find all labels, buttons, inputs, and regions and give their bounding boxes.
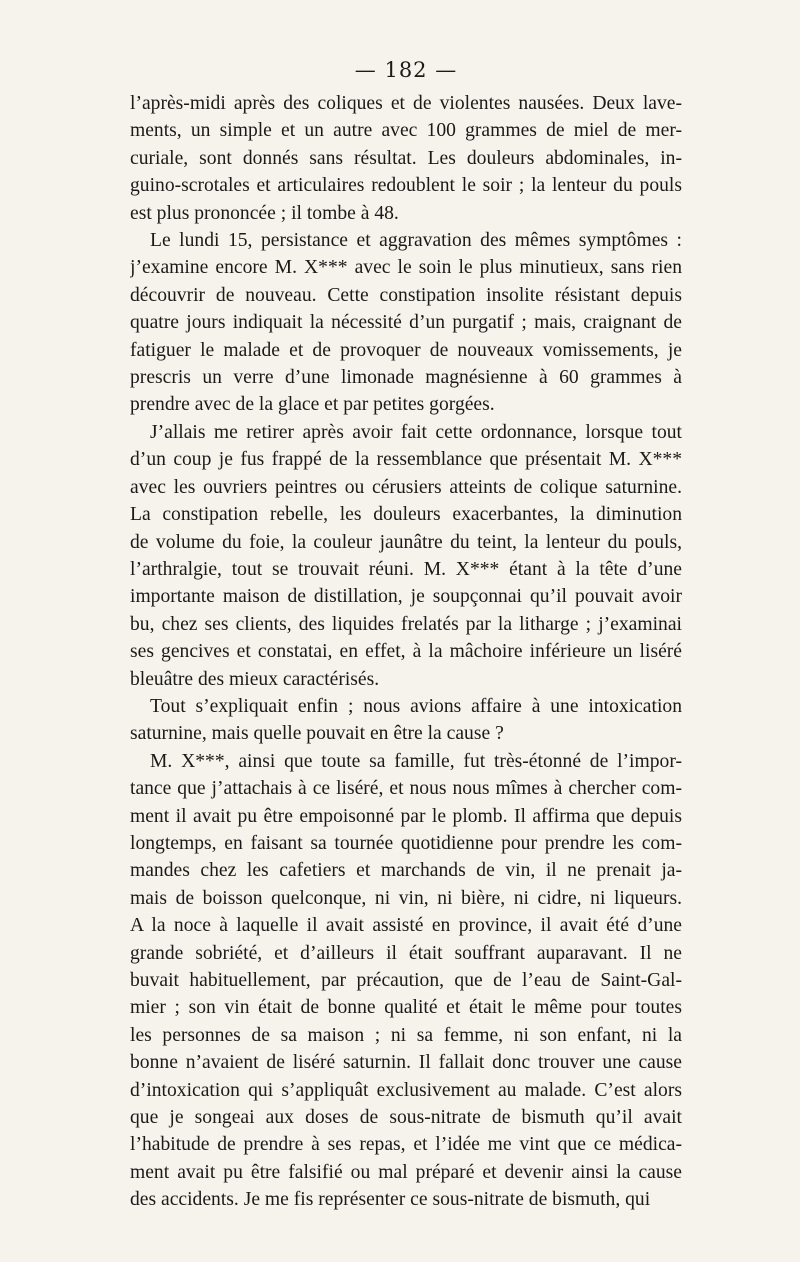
text-line: l’après-midi après des coliques et de violentes nausées. Deux lave-: [130, 93, 682, 114]
text-line: mandes chez les cafetiers et marchands de vin, il ne prenait ja-: [130, 860, 682, 882]
text-line: mier ; son vin était de bonne qualité et était le même pour toutes: [130, 997, 682, 1019]
text-line: avec les ouvriers peintres ou cérusiers atteints de colique saturnine.: [130, 476, 682, 498]
text-line: mais de boisson quelconque, ni vin, ni bière, ni cidre, ni liqueurs.: [130, 887, 682, 909]
body-text: [130, 90, 682, 1214]
text-line: est plus prononcée ; il tombe à 48.: [130, 202, 399, 224]
paragraph: [130, 748, 682, 1214]
text-line: j’examine encore M. X*** avec le soin le plus minutieux, sans rien: [130, 257, 682, 279]
text-line: J’allais me retirer après avoir fait cette ordonnance, lorsque tout: [150, 421, 682, 443]
text-line: bleuâtre des mieux caractérisés.: [130, 668, 380, 690]
text-line: les personnes de sa maison ; ni sa femme, ni son enfant, ni la: [130, 1024, 682, 1046]
text-line: tance que j’attachais à ce liséré, et nous nous mîmes à chercher com-: [130, 778, 682, 800]
paragraph: [130, 227, 682, 419]
text-line: d’un coup je fus frappé de la ressemblance que présentait M. X***: [130, 449, 682, 471]
text-line: de volume du foie, la couleur jaunâtre du teint, la lenteur du pouls,: [130, 531, 682, 553]
text-line: que je songeai aux doses de sous-nitrate de bismuth qu’il avait: [130, 1107, 682, 1129]
paragraph: [130, 419, 682, 693]
text-line: l’habitude de prendre à ses repas, et l’idée me vint que ce médica-: [130, 1134, 682, 1156]
text-line: longtemps, en faisant sa tournée quotidienne pour prendre les com-: [130, 832, 682, 854]
text-line: d’intoxication qui s’appliquât exclusivement au malade. C’est alors: [130, 1079, 682, 1101]
text-line: ments, un simple et un autre avec 100 grammes de miel de mer-: [130, 120, 682, 142]
text-line: La constipation rebelle, les douleurs exacerbantes, la diminution: [130, 504, 682, 526]
text-line: découvrir de nouveau. Cette constipation insolite résistant depuis: [130, 284, 682, 306]
book-page: [130, 56, 682, 1214]
text-line: l’arthralgie, tout se trouvait réuni. M. X*** étant à la tête d’une: [130, 558, 682, 580]
text-line: ment avait pu être falsifié ou mal préparé et devenir ainsi la cause: [130, 1161, 682, 1183]
text-line: bu, chez ses clients, des liquides frelatés par la litharge ; j’examinai: [130, 613, 682, 635]
text-line: importante maison de distillation, je soupçonnai qu’il pouvait avoir: [130, 586, 682, 608]
text-line: Le lundi 15, persistance et aggravation des mêmes symptômes :: [150, 230, 682, 252]
text-line: des accidents. Je me fis représenter ce sous-nitrate de bismuth, qui: [130, 1189, 651, 1211]
paragraph: [130, 90, 682, 227]
text-line: curiale, sont donnés sans résultat. Les douleurs abdominales, in-: [130, 147, 682, 169]
text-line: prescris un verre d’une limonade magnésienne à 60 grammes à: [130, 367, 682, 389]
text-line: grande sobriété, et d’ailleurs il était souffrant auparavant. Il ne: [130, 942, 682, 964]
text-line: ment il avait pu être empoisonné par le plomb. Il affirma que depuis: [130, 805, 682, 827]
text-line: A la noce à laquelle il avait assisté en province, il avait été d’une: [130, 915, 682, 937]
paragraph: [130, 693, 682, 748]
text-line: quatre jours indiquait la nécessité d’un purgatif ; mais, craignant de: [130, 312, 682, 334]
text-line: ses gencives et constatai, en effet, à la mâchoire inférieure un liséré: [130, 641, 682, 663]
text-line: guino-scrotales et articulaires redoublent le soir ; la lenteur du pouls: [130, 175, 682, 197]
text-line: fatiguer le malade et de provoquer de nouveaux vomissements, je: [130, 339, 682, 361]
page-number: — 182 —: [354, 58, 458, 82]
text-line: Tout s’expliquait enfin ; nous avions affaire à une intoxication: [150, 695, 682, 717]
text-line: bonne n’avaient de liséré saturnin. Il fallait donc trouver une cause: [130, 1052, 682, 1074]
text-line: saturnine, mais quelle pouvait en être la cause ?: [130, 723, 504, 745]
text-line: prendre avec de la glace et par petites gorgées.: [130, 394, 495, 416]
text-line: M. X***, ainsi que toute sa famille, fut très-étonné de l’impor-: [150, 750, 682, 772]
text-line: buvait habituellement, par précaution, que de l’eau de Saint-Gal-: [130, 970, 682, 991]
